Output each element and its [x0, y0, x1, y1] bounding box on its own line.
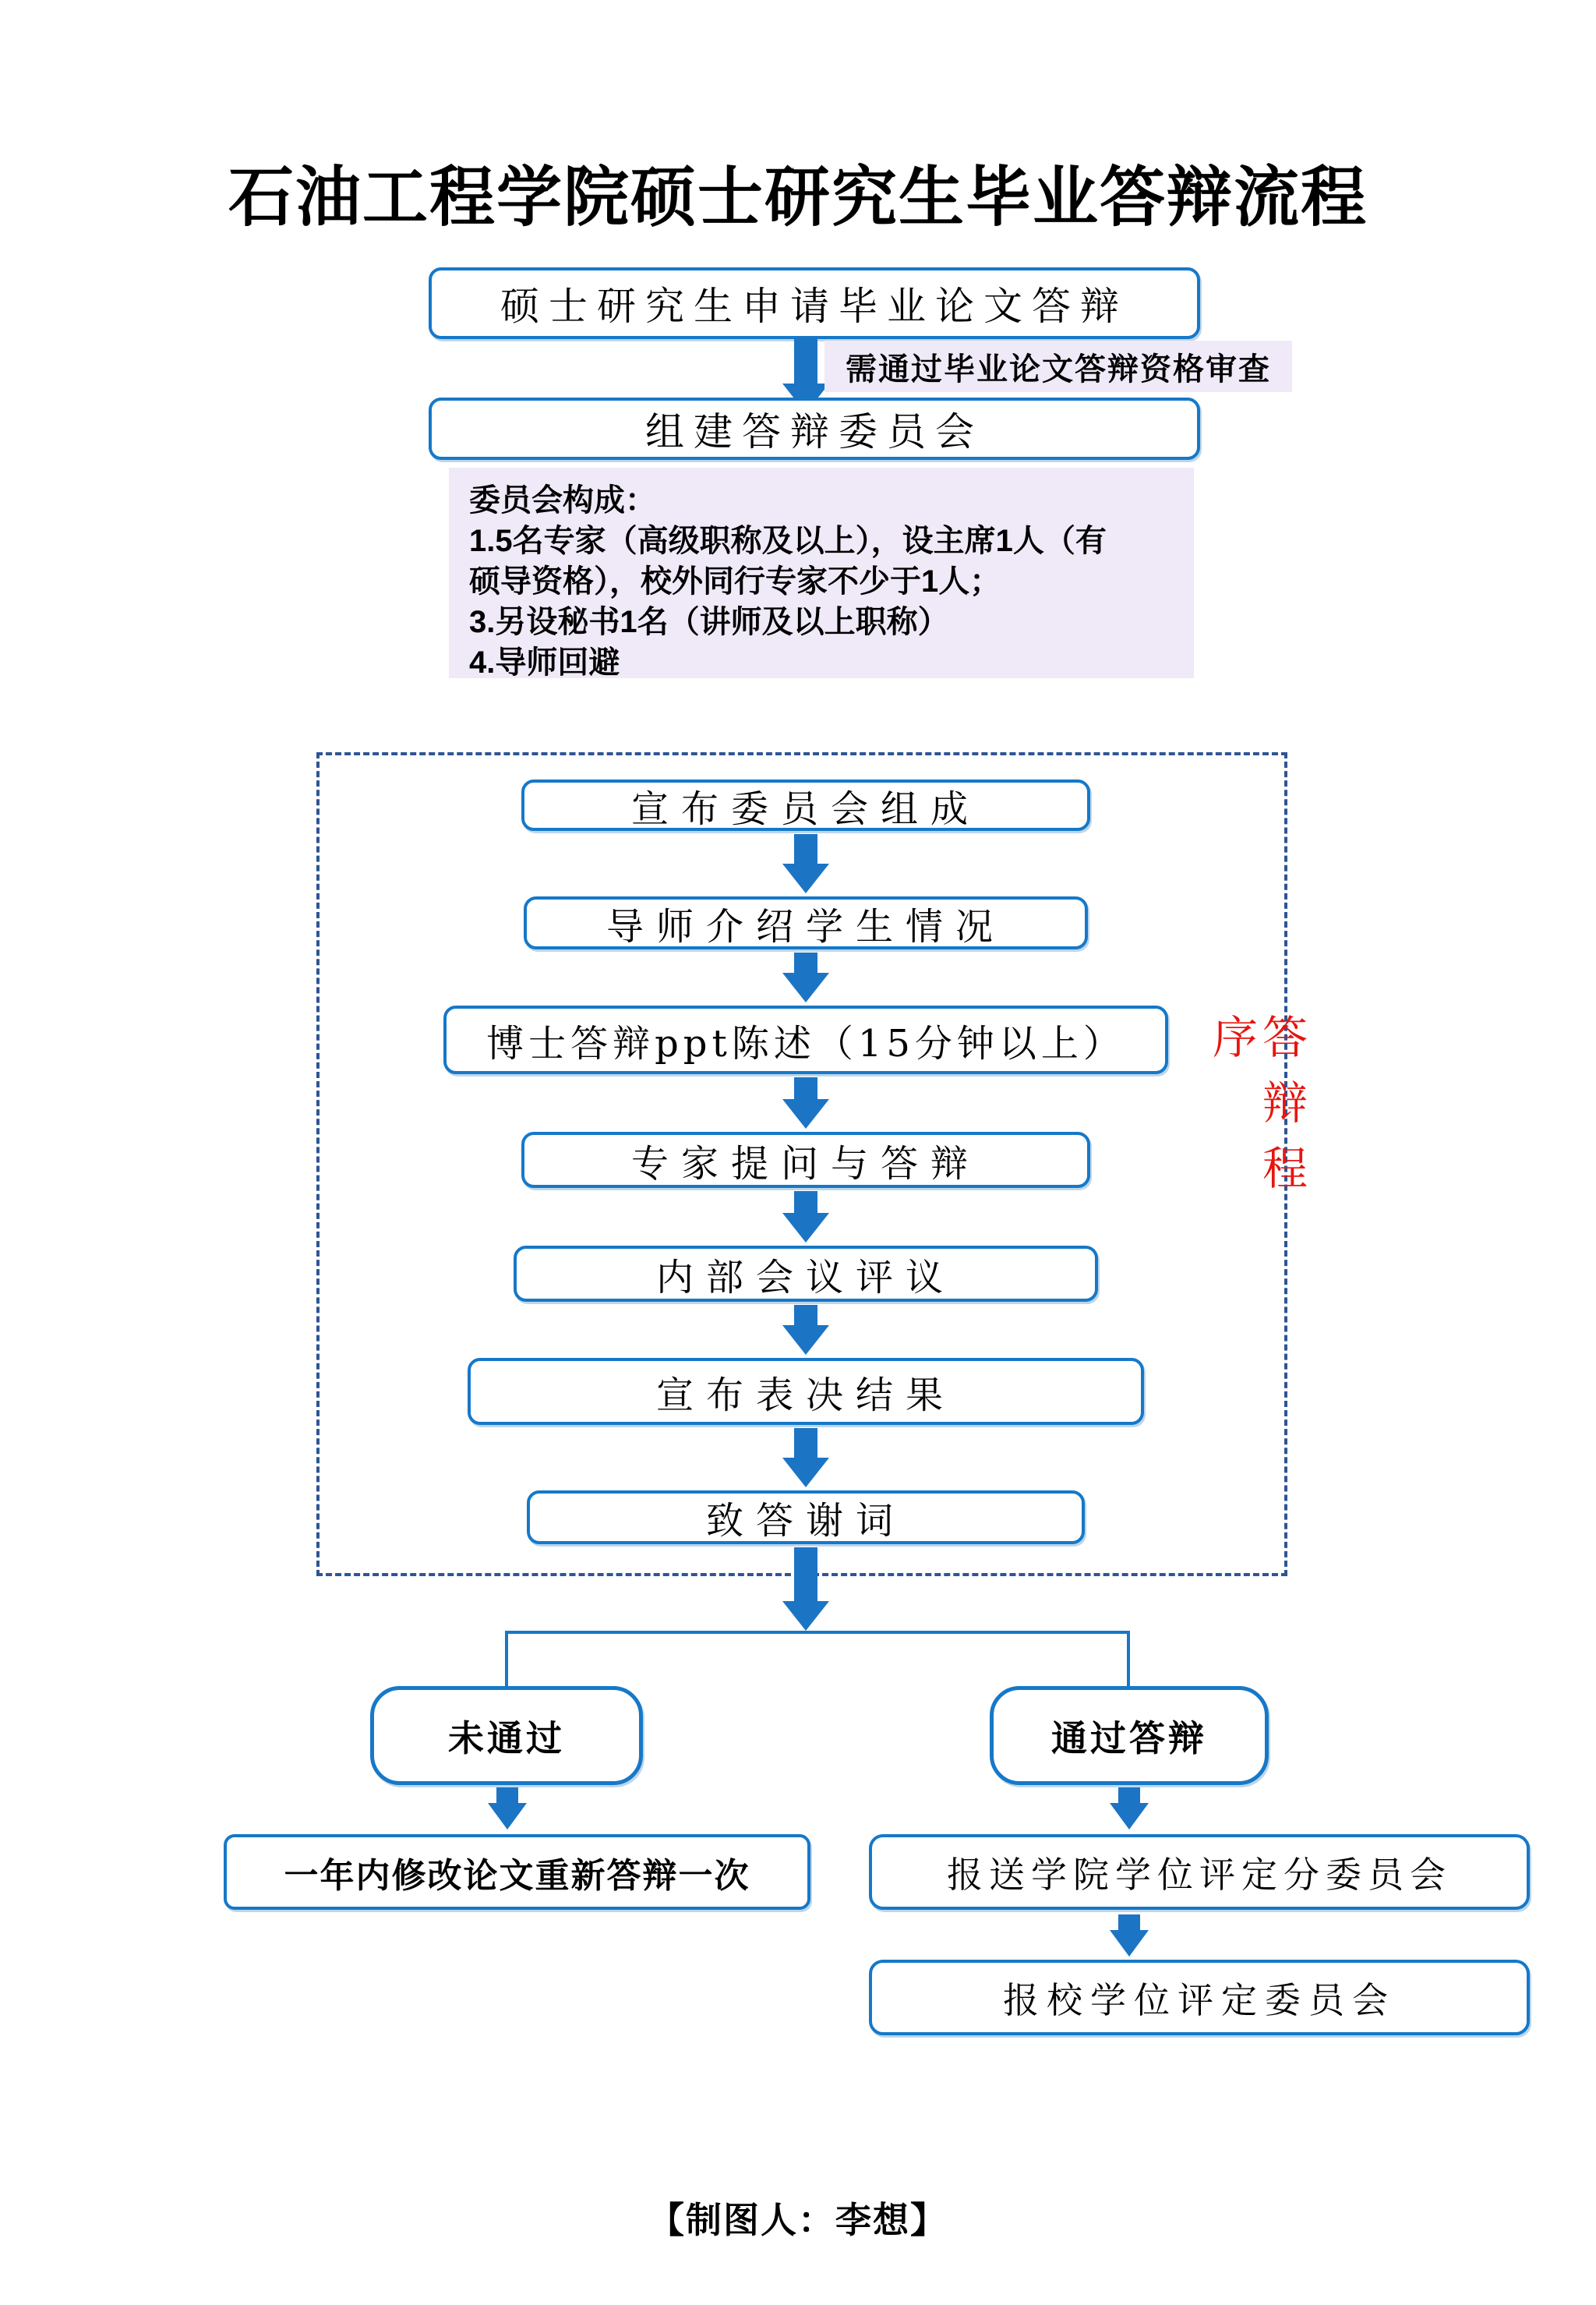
flow-box-committee — [429, 398, 1200, 460]
arrow-shaft — [1118, 1914, 1140, 1930]
arrow-head — [488, 1803, 527, 1830]
arrow-head — [782, 973, 829, 1002]
flow-box-apply — [429, 267, 1200, 339]
flow-step-thanks — [527, 1490, 1085, 1544]
branch-connector-line — [507, 1631, 1130, 1634]
arrow-shaft — [794, 834, 817, 864]
flow-box-fail-label: 未通过 — [448, 1717, 565, 1759]
flow-step-label: 致答谢词 — [705, 1499, 906, 1543]
flow-step-announce-committee — [521, 780, 1090, 831]
chart-maker-credit: 【制图人：李想】 — [648, 2200, 948, 2240]
flow-box-pass-label: 通过答辩 — [1051, 1717, 1207, 1759]
arrow-head — [782, 864, 829, 893]
flow-box-college-committee — [869, 1834, 1530, 1910]
flow-box-committee-label: 组建答辩委员会 — [645, 409, 983, 454]
flow-step-label: 宣布委员会组成 — [630, 787, 980, 831]
flow-box-university-committee — [869, 1960, 1530, 2035]
flow-box-university-committee-label: 报校学位评定委员会 — [1003, 1978, 1396, 2021]
procedure-label: 答辩程序 — [1205, 1013, 1308, 1210]
arrow-down-icon — [782, 1305, 829, 1355]
arrow-head — [782, 1601, 829, 1631]
flow-box-pass — [990, 1686, 1269, 1785]
flow-step-label: 导师介绍学生情况 — [606, 904, 1005, 949]
arrow-shaft — [794, 1077, 817, 1099]
qualification-note-text: 需通过毕业论文答辩资格审查 — [846, 352, 1271, 387]
flow-box-apply-label: 硕士研究生申请毕业论文答辩 — [500, 284, 1128, 329]
flow-box-college-committee-label: 报送学院学位评定分委员会 — [947, 1853, 1452, 1896]
flow-step-label: 内部会议评议 — [655, 1255, 955, 1299]
committee-note-line: 1.5名专家（高级职称及以上），设主席1人（有 — [469, 524, 1107, 558]
arrow-head — [782, 1213, 829, 1243]
flow-box-revise-retry — [224, 1834, 810, 1910]
page-title: 石油工程学院硕士研究生毕业答辩流程 — [228, 161, 1368, 234]
qualification-note — [824, 341, 1292, 392]
arrow-shaft — [794, 1547, 817, 1601]
flow-box-fail — [370, 1686, 643, 1785]
flow-box-revise-retry-label: 一年内修改论文重新答辩一次 — [284, 1856, 750, 1895]
arrow-shaft — [794, 1428, 817, 1458]
arrow-head — [1110, 1803, 1149, 1830]
arrow-down-icon — [782, 1428, 829, 1487]
arrow-down-icon — [782, 953, 829, 1002]
flow-step-label: 宣布表决结果 — [655, 1373, 955, 1417]
arrow-head — [1110, 1930, 1149, 1957]
arrow-down-icon — [1110, 1914, 1149, 1957]
arrow-shaft — [794, 1191, 817, 1213]
arrow-head — [782, 1458, 829, 1487]
flow-step-label: 博士答辩ppt陈述（15分钟以上） — [486, 1021, 1125, 1066]
flow-step-announce-vote — [468, 1358, 1144, 1425]
arrow-head — [782, 1099, 829, 1129]
arrow-down-icon — [782, 1077, 829, 1129]
committee-composition-note — [449, 468, 1194, 678]
branch-connector-right — [1127, 1631, 1130, 1688]
arrow-shaft — [1118, 1787, 1140, 1803]
arrow-shaft — [496, 1787, 518, 1803]
committee-note-line: 硕导资格），校外同行专家不少于1人； — [469, 564, 1001, 599]
flow-step-ppt-presentation — [443, 1006, 1168, 1074]
committee-note-line: 4.导师回避 — [469, 645, 620, 680]
arrow-down-icon — [782, 834, 829, 893]
arrow-shaft — [794, 1305, 817, 1325]
flow-step-label: 专家提问与答辩 — [630, 1141, 980, 1186]
arrow-down-icon — [1110, 1787, 1149, 1830]
branch-connector-left — [505, 1631, 508, 1688]
arrow-down-icon — [488, 1787, 527, 1830]
flow-step-internal-review — [514, 1246, 1098, 1302]
arrow-down-icon — [782, 1547, 829, 1631]
committee-note-line: 委员会构成： — [469, 483, 656, 518]
arrow-shaft — [794, 338, 817, 384]
arrow-shaft — [794, 953, 817, 973]
committee-note-line: 3.另设秘书1名（讲师及以上职称） — [469, 605, 949, 639]
flow-step-expert-questions — [521, 1132, 1090, 1188]
arrow-down-icon — [782, 1191, 829, 1243]
flow-step-advisor-intro — [524, 896, 1088, 949]
arrow-head — [782, 1325, 829, 1355]
